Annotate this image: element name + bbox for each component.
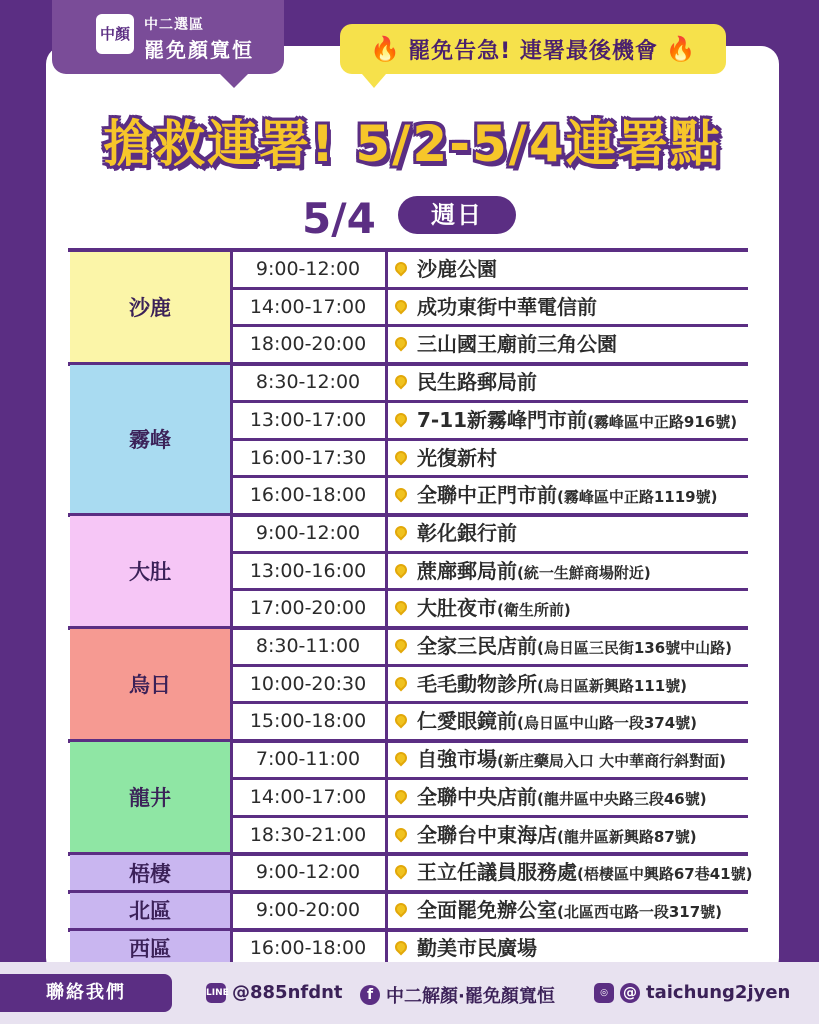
time-slot: 7:00-11:00 <box>255 748 361 771</box>
alert-text: 罷免告急! 連署最後機會 <box>408 38 658 64</box>
time-slot: 14:00-17:00 <box>249 785 367 808</box>
location-pin-icon <box>393 938 410 955</box>
location-pin-icon <box>393 486 410 503</box>
location-name: 7-11新霧峰門市前 <box>417 407 588 432</box>
column-divider <box>385 554 388 592</box>
location-note: (統一生鮮商場附近) <box>517 563 651 582</box>
location-pin-icon <box>393 373 410 390</box>
logo-mark: 中顏 <box>96 14 134 54</box>
column-divider <box>385 667 388 705</box>
location-pin-icon <box>393 825 410 842</box>
location-pin-icon <box>393 863 410 880</box>
location <box>395 931 537 966</box>
instagram-handle[interactable]: taichung2jyen <box>646 982 791 1003</box>
location-note: (梧棲區中興路67巷41號) <box>577 865 753 884</box>
location-pin-icon <box>393 448 410 465</box>
location-note: (龍井區中央路三段46號) <box>537 789 707 808</box>
schedule-row <box>233 290 748 325</box>
column-divider <box>385 855 388 893</box>
time-slot: 18:00-20:00 <box>249 333 367 356</box>
logo-tab <box>52 0 284 74</box>
page-headline: 搶救連署! 5/2-5/4連署點 <box>103 115 722 173</box>
location-name: 毛毛動物診所 <box>417 671 537 696</box>
location <box>395 818 697 855</box>
time-slot: 18:30-21:00 <box>249 823 367 846</box>
time-slot: 17:00-20:00 <box>249 597 367 620</box>
column-divider <box>385 780 388 818</box>
schedule-row <box>233 365 748 400</box>
time-slot: 9:00-12:00 <box>255 861 361 884</box>
line-id[interactable]: @885nfdnt <box>232 982 343 1003</box>
column-divider <box>385 290 388 328</box>
schedule-row <box>233 441 748 476</box>
schedule-row <box>233 403 748 438</box>
column-divider <box>385 742 388 780</box>
area-label: 沙鹿 <box>70 252 230 362</box>
line-contact[interactable] <box>206 982 343 1003</box>
location-pin-icon <box>393 297 410 314</box>
location <box>395 704 697 741</box>
column-divider <box>385 403 388 441</box>
location <box>395 742 726 779</box>
location-note: (烏日區中山路一段374號) <box>517 714 698 733</box>
location-note: (衛生所前) <box>497 601 571 620</box>
schedule-row <box>233 327 748 362</box>
date-label: 5/4 <box>302 194 376 243</box>
schedule-row <box>233 478 748 513</box>
schedule-row <box>233 252 748 287</box>
schedule-row <box>233 855 753 890</box>
location-pin-icon <box>393 335 410 352</box>
schedule-row <box>233 818 748 853</box>
location <box>395 441 497 476</box>
location-note: (新庄藥局入口 大中華商行斜對面) <box>497 752 726 771</box>
location <box>395 516 517 551</box>
location-note: (北區西屯路一段317號) <box>557 902 723 921</box>
location-name: 勤美市民廣場 <box>417 935 537 960</box>
location-note: (霧峰區中正路1119號) <box>557 488 718 507</box>
area-column-divider <box>230 248 233 968</box>
location-name: 全聯中央店前 <box>417 784 537 809</box>
location <box>395 403 737 440</box>
schedule-row <box>233 742 748 777</box>
column-divider <box>385 516 388 554</box>
location <box>395 365 537 400</box>
schedule-row <box>233 893 748 928</box>
location-name: 三山國王廟前三角公園 <box>417 332 617 357</box>
time-slot: 16:00-17:30 <box>249 446 367 469</box>
location-name: 王立任議員服務處 <box>417 860 577 885</box>
location-pin-icon <box>393 750 410 767</box>
location-pin-icon <box>393 523 410 540</box>
schedule-row <box>233 780 748 815</box>
location <box>395 327 617 362</box>
area-label: 西區 <box>70 931 230 966</box>
area-label: 梧棲 <box>70 855 230 890</box>
schedule-row <box>233 931 748 966</box>
location <box>395 780 707 817</box>
area-label: 霧峰 <box>70 365 230 513</box>
location <box>395 252 497 287</box>
location <box>395 667 687 704</box>
column-divider <box>385 591 388 629</box>
time-slot: 13:00-16:00 <box>249 559 367 582</box>
time-slot: 9:00-12:00 <box>255 521 361 544</box>
location-note: (烏日區新興路111號) <box>537 676 688 695</box>
location-pin-icon <box>393 561 410 578</box>
column-divider <box>385 365 388 403</box>
facebook-contact[interactable] <box>360 982 555 1008</box>
area-label: 龍井 <box>70 742 230 852</box>
location <box>395 591 571 628</box>
area-label: 北區 <box>70 893 230 928</box>
column-divider <box>385 629 388 667</box>
time-slot: 13:00-17:00 <box>249 408 367 431</box>
column-divider <box>385 818 388 856</box>
location-name: 成功東街中華電信前 <box>417 294 597 319</box>
location <box>395 290 597 325</box>
area-label: 烏日 <box>70 629 230 739</box>
threads-icon: @ <box>620 983 640 1003</box>
schedule-row <box>233 591 748 626</box>
location-pin-icon <box>393 674 410 691</box>
schedule-row <box>233 629 748 664</box>
location-name: 全聯中正門市前 <box>417 483 557 508</box>
location-pin-icon <box>393 712 410 729</box>
location <box>395 629 732 666</box>
location-name: 光復新村 <box>417 445 497 470</box>
location-name: 民生路郵局前 <box>417 370 537 395</box>
time-slot: 9:00-20:00 <box>255 898 361 921</box>
location-pin-icon <box>393 900 410 917</box>
location-note: (霧峰區中正路916號) <box>587 412 738 431</box>
instagram-icon: ◎ <box>594 983 614 1003</box>
time-slot: 15:00-18:00 <box>249 710 367 733</box>
line-icon: LINE <box>206 983 226 1003</box>
location <box>395 893 722 930</box>
location-name: 沙鹿公園 <box>417 257 497 281</box>
alert-banner <box>340 24 726 74</box>
area-label: 大肚 <box>70 516 230 626</box>
time-slot: 16:00-18:00 <box>249 936 367 959</box>
location-pin-icon <box>393 410 410 427</box>
location-name: 大肚夜市 <box>417 596 497 621</box>
facebook-name[interactable]: 中二解顏·罷免顏寬恒 <box>386 986 555 1007</box>
schedule-row <box>233 704 748 739</box>
fire-icon: 🔥 <box>370 35 401 63</box>
location-name: 仁愛眼鏡前 <box>417 709 517 734</box>
location-name: 全面罷免辦公室 <box>417 897 557 922</box>
facebook-icon: f <box>360 985 380 1005</box>
time-slot: 14:00-17:00 <box>249 295 367 318</box>
location <box>395 478 717 515</box>
time-slot: 16:00-18:00 <box>249 484 367 507</box>
column-divider <box>385 704 388 742</box>
time-slot: 9:00-12:00 <box>255 258 361 280</box>
location <box>395 554 651 591</box>
footer-bar <box>0 962 819 1024</box>
location-note: (龍井區新興路87號) <box>557 827 697 846</box>
schedule-row <box>233 667 748 702</box>
schedule-row <box>233 554 748 589</box>
location-name: 蔗廍郵局前 <box>417 558 517 583</box>
time-slot: 8:30-12:00 <box>255 371 361 394</box>
column-divider <box>385 478 388 516</box>
contact-label: 聯絡我們 <box>0 974 172 1012</box>
fire-icon: 🔥 <box>665 35 696 63</box>
location-pin-icon <box>393 260 410 277</box>
logo-title: 罷免顏寬恒 <box>144 38 254 62</box>
location-name: 全家三民店前 <box>417 634 537 658</box>
location-pin-icon <box>393 599 410 616</box>
location-pin-icon <box>393 787 410 804</box>
time-slot: 10:00-20:30 <box>249 672 367 695</box>
time-slot: 8:30-11:00 <box>255 635 361 657</box>
weekday-badge: 週日 <box>398 196 516 234</box>
location-note: (烏日區三民街136號中山路) <box>537 639 733 657</box>
instagram-contact[interactable] <box>594 982 790 1003</box>
column-divider <box>385 252 388 290</box>
location-pin-icon <box>393 637 410 654</box>
logo-subtitle: 中二選區 <box>144 17 204 33</box>
location-name: 自強市場 <box>417 747 497 772</box>
location-name: 彰化銀行前 <box>417 520 517 545</box>
column-divider <box>385 441 388 479</box>
location <box>395 855 752 892</box>
column-divider <box>385 327 388 365</box>
schedule-row <box>233 516 748 551</box>
column-divider <box>385 893 388 931</box>
location-name: 全聯台中東海店 <box>417 822 557 847</box>
